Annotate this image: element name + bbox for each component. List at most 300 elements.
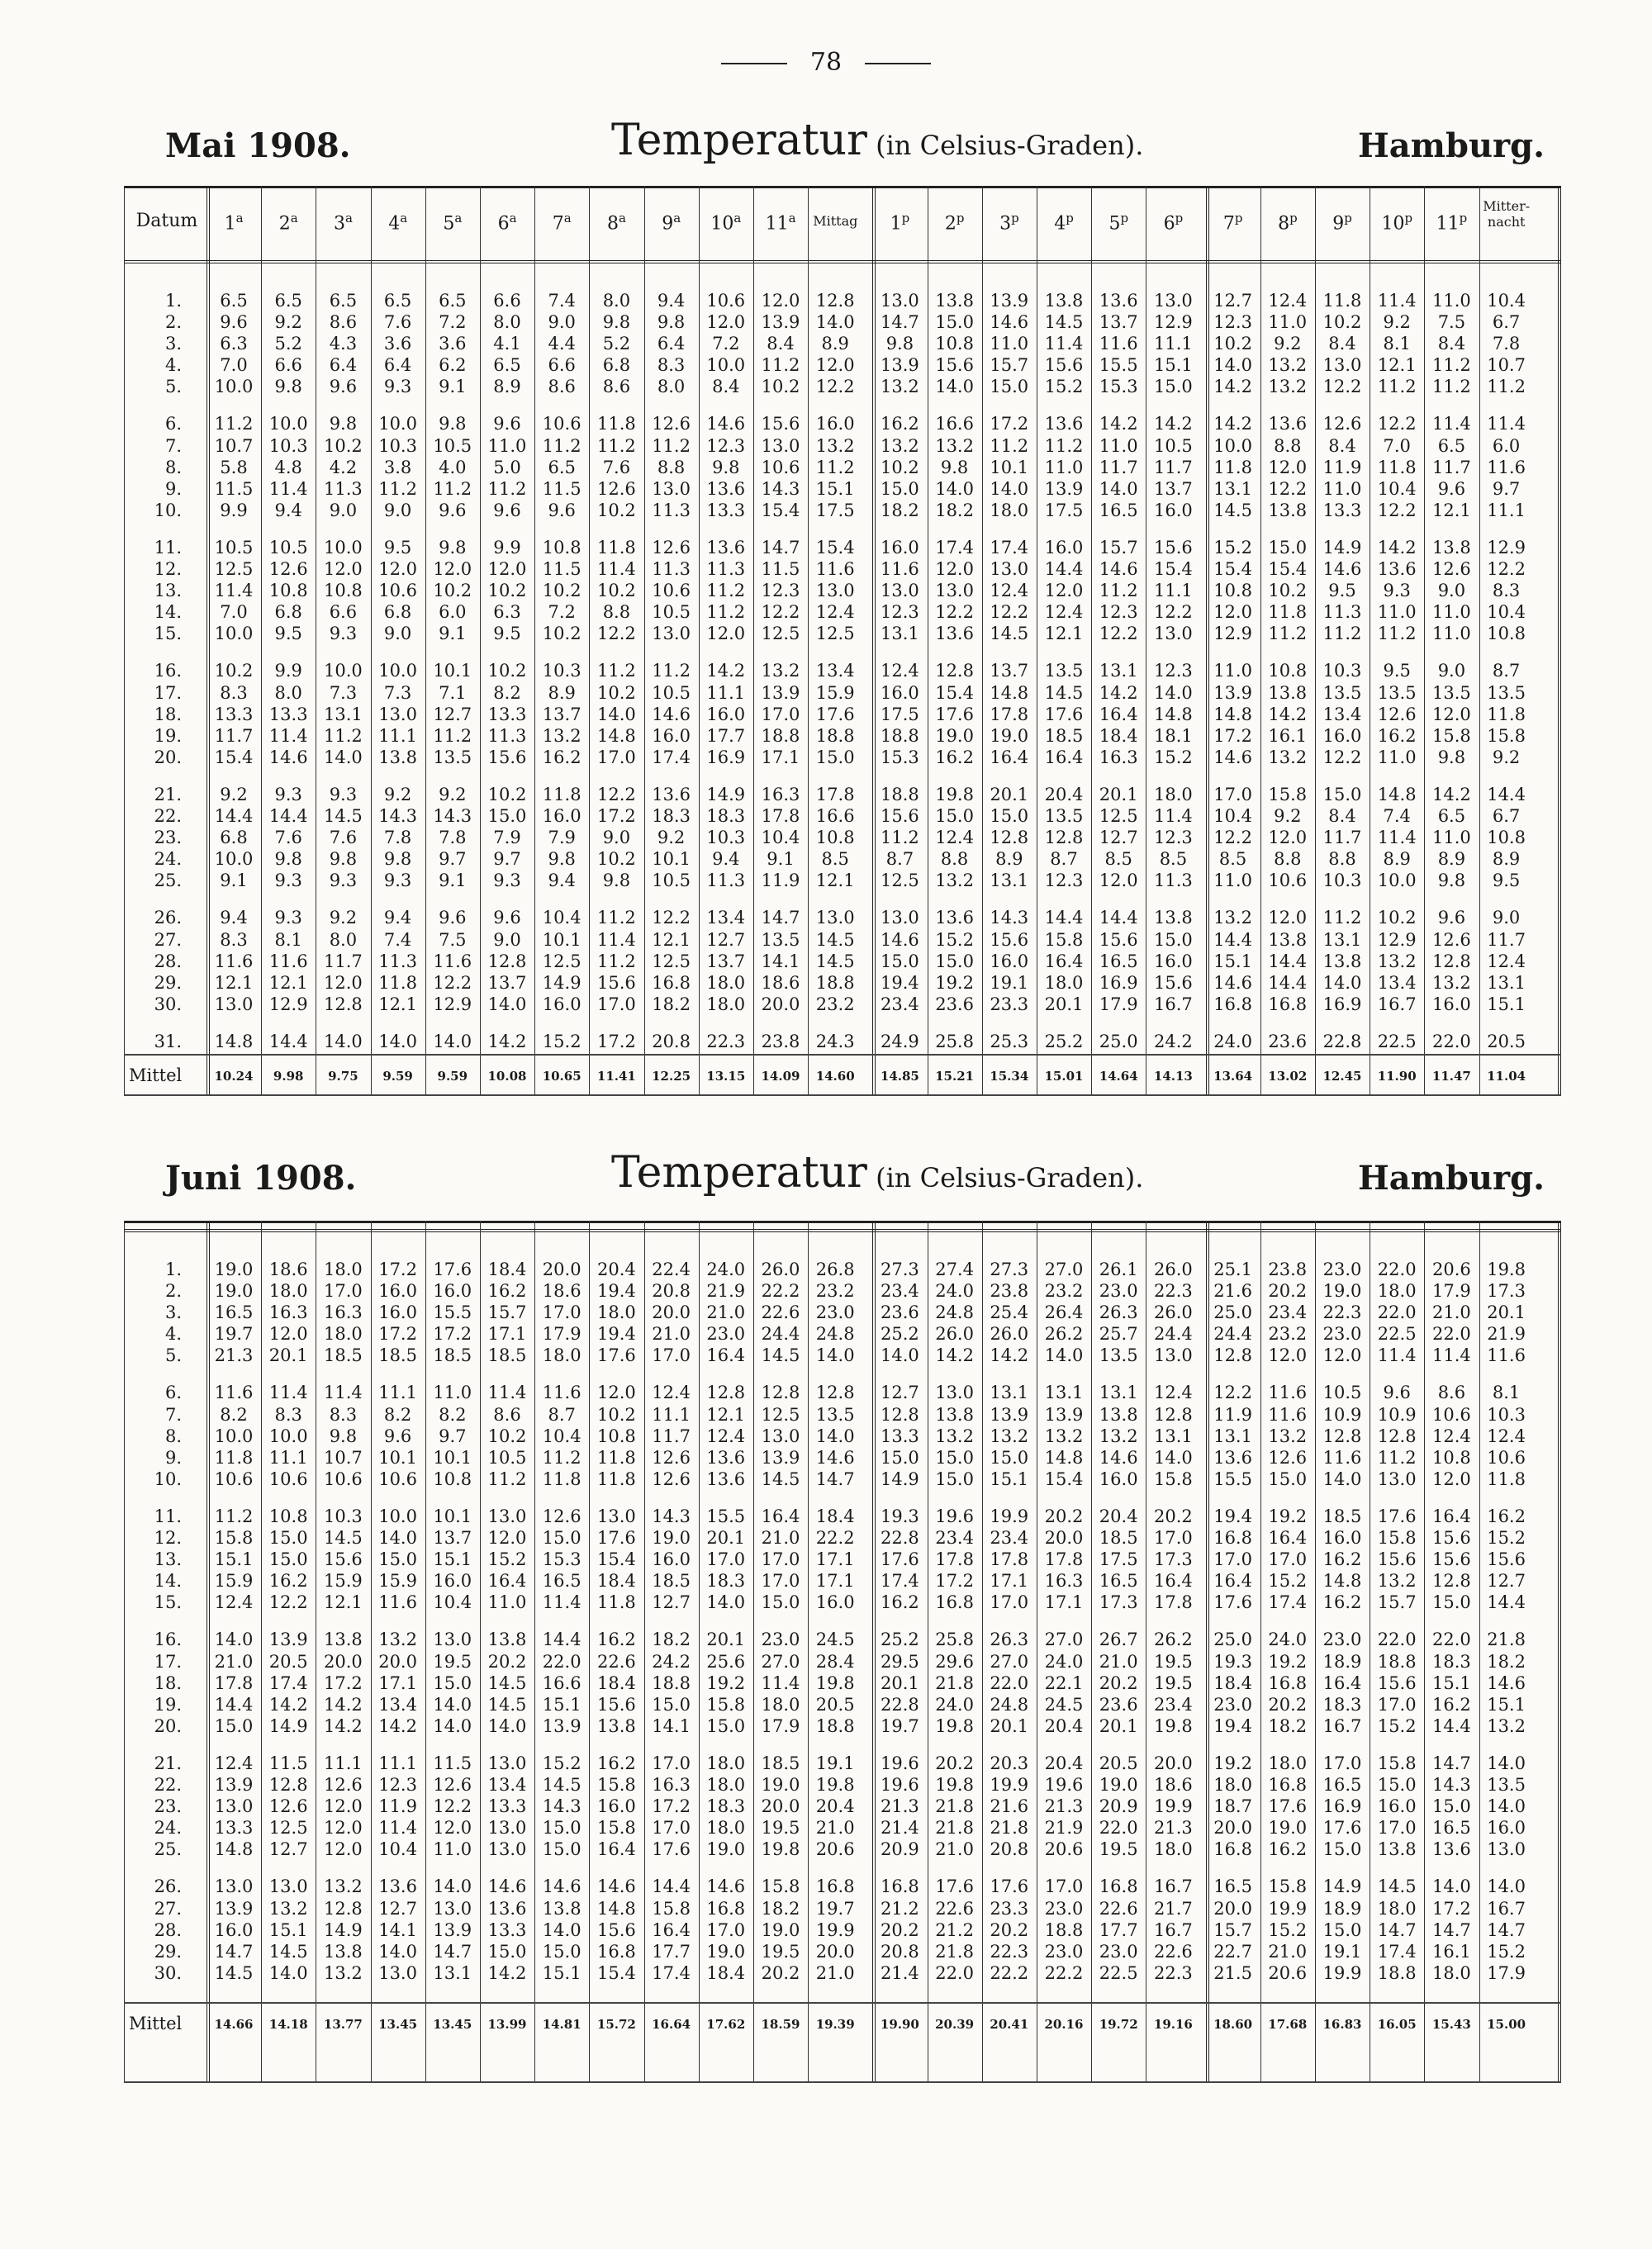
table-cell: 23.8: [990, 1281, 1029, 1302]
table-cell: 16.4: [1044, 951, 1084, 971]
table-cell: 14.3: [652, 1506, 691, 1526]
table-cell: 11.4: [324, 1383, 363, 1403]
table-cell: 15.6: [1377, 1549, 1417, 1570]
table-cell: 12.2: [761, 602, 800, 623]
table-cell: 21.9: [706, 1281, 746, 1302]
table-cell: 9.3: [383, 377, 412, 397]
table-cell: 10.4: [1487, 291, 1526, 311]
table-cell: 16.2: [935, 747, 974, 767]
table-cell: 15.1: [433, 1549, 472, 1570]
table-cell: 14.0: [815, 312, 855, 333]
table-cell: 11.0: [1432, 624, 1471, 644]
table-cell: 11.2: [542, 1447, 582, 1468]
table-cell: 24.0: [706, 1260, 746, 1279]
table-cell: 18.6: [761, 972, 800, 993]
table-cell: 10.0: [1377, 871, 1417, 891]
table-cell: 12.2: [990, 602, 1029, 623]
table-cell: 14.9: [268, 1715, 308, 1736]
table-cell: 8.1: [1492, 1383, 1521, 1403]
table-cell: 15.3: [1099, 377, 1138, 397]
table-cell: 13.6: [1432, 1839, 1471, 1860]
date-label: 5.: [164, 377, 182, 397]
table-cell: 12.2: [433, 1796, 472, 1817]
mittel-value: 13.77: [323, 2017, 363, 2032]
table-cell: 12.8: [881, 1404, 919, 1425]
table-cell: 10.4: [1377, 478, 1417, 499]
table-cell: 17.0: [1268, 1549, 1308, 1570]
table-cell: 12.4: [881, 661, 919, 681]
table-cell: 11.2: [1432, 355, 1471, 376]
table-cell: 12.0: [324, 1818, 363, 1839]
table-cell: 16.2: [1268, 1839, 1308, 1860]
table-cell: 15.5: [1213, 1468, 1252, 1489]
table-cell: 17.6: [1044, 704, 1084, 724]
table-cell: 13.1: [1044, 1383, 1084, 1403]
table-cell: 13.5: [1044, 661, 1084, 681]
table-cell: 14.4: [1213, 929, 1252, 950]
table-cell: 13.1: [324, 704, 363, 724]
table-cell: 14.9: [881, 1468, 919, 1489]
date-label: 9.: [164, 478, 182, 499]
table-cell: 20.1: [990, 1715, 1029, 1736]
table-cell: 16.0: [652, 1549, 691, 1570]
mittel-value: 11.04: [1487, 1069, 1526, 1084]
table-cell: 16.8: [1099, 1877, 1138, 1897]
table-cell: 14.7: [214, 1941, 254, 1962]
table-cell: 6.8: [274, 602, 302, 623]
table-cell: 22.0: [1432, 1031, 1471, 1051]
table-cell: 12.2: [1377, 414, 1417, 434]
city-label: Hamburg.: [1357, 1159, 1545, 1198]
table-cell: 12.7: [1099, 828, 1138, 848]
table-cell: 9.2: [329, 908, 358, 928]
table-cell: 13.2: [761, 661, 800, 681]
table-cell: 12.0: [1432, 1468, 1471, 1489]
table-cell: 9.2: [274, 312, 302, 333]
table-cell: 24.0: [935, 1281, 974, 1302]
table-cell: 15.2: [1154, 747, 1193, 767]
table-cell: 15.1: [1154, 355, 1193, 376]
table-cell: 10.0: [378, 1506, 417, 1526]
table-cell: 16.4: [652, 1919, 691, 1940]
table-cell: 19.4: [1213, 1715, 1252, 1736]
table-cell: 16.4: [1432, 1506, 1471, 1526]
table-cell: 18.1: [1154, 725, 1193, 746]
table-cell: 18.2: [1268, 1715, 1308, 1736]
table-cell: 18.5: [1322, 1506, 1362, 1526]
table-cell: 15.0: [214, 1715, 254, 1736]
table-cell: 14.8: [1154, 704, 1193, 724]
table-cell: 11.2: [1099, 581, 1138, 601]
table-cell: 17.0: [652, 1753, 691, 1773]
table-cell: 14.2: [1432, 784, 1471, 804]
table-cell: 23.8: [761, 1031, 800, 1051]
table-cell: 17.1: [815, 1549, 855, 1570]
table-cell: 18.8: [815, 972, 855, 993]
table-cell: 11.4: [597, 929, 636, 950]
hour-suffix: a: [509, 211, 517, 225]
table-cell: 4.1: [493, 334, 521, 354]
table-cell: 13.9: [761, 682, 800, 703]
table-cell: 23.6: [881, 1302, 919, 1323]
table-cell: 20.6: [1044, 1839, 1084, 1860]
table-cell: 13.1: [1099, 1383, 1138, 1403]
table-cell: 20.0: [652, 1302, 691, 1323]
table-cell: 25.6: [706, 1651, 746, 1672]
table-cell: 8.4: [1328, 334, 1356, 354]
table-cell: 20.0: [1154, 1753, 1193, 1773]
table-cell: 13.2: [324, 1877, 363, 1897]
table-cell: 11.2: [542, 435, 582, 456]
table-cell: 15.6: [935, 355, 974, 376]
table-cell: 18.2: [652, 994, 691, 1014]
table-cell: 17.4: [652, 1962, 691, 1983]
table-cell: 11.5: [542, 559, 582, 580]
table-cell: 13.0: [815, 908, 855, 928]
table-cell: 14.0: [1213, 355, 1252, 376]
table-cell: 15.7: [1377, 1592, 1417, 1613]
table-cell: 10.0: [214, 849, 254, 870]
table-cell: 11.2: [990, 435, 1029, 456]
table-cell: 12.0: [487, 559, 527, 580]
table-cell: 17.2: [1432, 1898, 1471, 1919]
table-cell: 12.6: [597, 478, 636, 499]
table-cell: 15.6: [597, 1694, 636, 1715]
table-cell: 16.3: [1044, 1571, 1084, 1592]
table-cell: 12.7: [881, 1383, 919, 1403]
table-cell: 12.8: [1213, 1345, 1252, 1366]
table-cell: 15.0: [881, 478, 919, 499]
table-cell: 15.0: [542, 1528, 582, 1549]
hour-suffix: a: [400, 211, 408, 225]
table-cell: 12.8: [1044, 828, 1084, 848]
hour-suffix: a: [733, 211, 742, 225]
table-frame-top: [124, 1221, 1561, 1223]
table-cell: 16.0: [1099, 1468, 1138, 1489]
table-cell: 11.2: [1377, 624, 1417, 644]
mittel-value: 13.45: [433, 2017, 472, 2032]
table-cell: 20.4: [597, 1260, 636, 1279]
table-cell: 15.6: [1099, 929, 1138, 950]
table-cell: 16.8: [1268, 994, 1308, 1014]
table-cell: 19.9: [990, 1506, 1029, 1526]
table-cell: 19.8: [815, 1775, 855, 1796]
table-cell: 22.3: [1322, 1302, 1362, 1323]
table-cell: 12.0: [487, 1528, 527, 1549]
table-cell: 20.9: [1099, 1796, 1138, 1817]
table-cell: 27.0: [1044, 1630, 1084, 1650]
table-cell: 18.6: [268, 1260, 308, 1279]
table-cell: 9.1: [439, 377, 467, 397]
table-cell: 29.6: [935, 1651, 974, 1672]
table-cell: 20.2: [1154, 1506, 1193, 1526]
table-cell: 19.9: [1322, 1962, 1362, 1983]
table-cell: 12.8: [324, 994, 363, 1014]
table-cell: 15.5: [706, 1506, 746, 1526]
table-cell: 13.6: [1213, 1447, 1252, 1468]
table-cell: 15.9: [324, 1571, 363, 1592]
table-cell: 10.2: [597, 581, 636, 601]
table-cell: 12.0: [324, 1796, 363, 1817]
table-cell: 22.0: [1099, 1818, 1138, 1839]
table-cell: 13.7: [542, 704, 582, 724]
table-cell: 15.4: [1268, 559, 1308, 580]
table-cell: 19.8: [761, 1839, 800, 1860]
table-cell: 15.2: [1268, 1571, 1308, 1592]
table-cell: 17.0: [1377, 1694, 1417, 1715]
table-cell: 13.5: [1099, 1345, 1138, 1366]
table-cell: 13.0: [433, 1630, 472, 1650]
date-label: 25.: [154, 871, 182, 891]
table-cell: 16.8: [1213, 1839, 1252, 1860]
table-cell: 22.6: [1154, 1941, 1193, 1962]
table-cell: 18.0: [542, 1345, 582, 1366]
table-cell: 13.5: [1487, 682, 1526, 703]
hour-number: 8: [1278, 213, 1290, 235]
table-cell: 15.6: [881, 806, 919, 827]
hour-number: 5: [1108, 213, 1121, 235]
table-cell: 12.8: [706, 1383, 746, 1403]
table-cell: 15.2: [1487, 1528, 1526, 1549]
table-cell: 11.0: [1213, 661, 1252, 681]
table-cell: 20.4: [815, 1796, 855, 1817]
table-cell: 12.1: [1044, 624, 1084, 644]
table-cell: 9.6: [493, 500, 521, 520]
table-cell: 9.0: [602, 828, 631, 848]
table-cell: 12.4: [1432, 1426, 1471, 1446]
table-cell: 14.4: [1487, 784, 1526, 804]
table-cell: 15.0: [935, 806, 974, 827]
table-cell: 14.0: [935, 377, 974, 397]
table-cell: 21.8: [935, 1796, 974, 1817]
table-cell: 11.2: [214, 1506, 254, 1526]
table-cell: 21.8: [935, 1818, 974, 1839]
table-cell: 13.6: [378, 1877, 417, 1897]
mittel-value: 14.60: [815, 1069, 855, 1084]
table-cell: 12.4: [214, 1592, 254, 1613]
table-cell: 15.4: [214, 747, 254, 767]
table-cell: 6.7: [1492, 312, 1521, 333]
table-cell: 17.2: [378, 1260, 417, 1279]
table-cell: 11.8: [597, 537, 636, 558]
table-cell: 15.4: [761, 500, 800, 520]
table-cell: 15.6: [324, 1549, 363, 1570]
table-cell: 9.7: [439, 1426, 467, 1446]
table-cell: 14.2: [706, 661, 746, 681]
table-cell: 14.2: [324, 1694, 363, 1715]
date-label: 6.: [164, 414, 182, 434]
date-label: 2.: [164, 312, 182, 333]
table-cell: 9.3: [1383, 581, 1411, 601]
hour-suffix: a: [619, 211, 626, 225]
table-cell: 12.3: [1154, 828, 1193, 848]
table-cell: 15.9: [214, 1571, 254, 1592]
table-cell: 10.2: [542, 581, 582, 601]
table-cell: 11.3: [652, 500, 691, 520]
table-cell: 9.0: [1492, 908, 1521, 928]
table-cell: 14.0: [815, 1345, 855, 1366]
table-cell: 11.6: [1268, 1383, 1308, 1403]
hour-suffix: p: [956, 211, 965, 225]
table-cell: 8.7: [885, 849, 914, 870]
table-cell: 8.3: [220, 682, 248, 703]
table-cell: 11.0: [1213, 871, 1252, 891]
table-cell: 24.0: [1213, 1031, 1252, 1051]
table-cell: 10.8: [1268, 661, 1308, 681]
mittel-value: 14.13: [1153, 1069, 1193, 1084]
table-cell: 9.2: [383, 784, 412, 804]
table-cell: 15.1: [268, 1919, 308, 1940]
table-cell: 6.8: [220, 828, 248, 848]
mittel-value: 10.65: [542, 1069, 582, 1084]
table-cell: 22.3: [1154, 1281, 1193, 1302]
table-cell: 13.8: [324, 1941, 363, 1962]
table-cell: 10.8: [268, 1506, 308, 1526]
table-cell: 11.6: [1487, 457, 1526, 477]
date-label: 28.: [154, 1919, 182, 1940]
table-cell: 18.6: [1154, 1775, 1193, 1796]
table-cell: 9.2: [220, 784, 248, 804]
table-cell: 19.8: [1487, 1260, 1526, 1279]
table-cell: 20.2: [1268, 1281, 1308, 1302]
table-cell: 22.4: [652, 1260, 691, 1279]
table-cell: 16.2: [881, 1592, 919, 1613]
table-cell: 10.9: [1322, 1404, 1362, 1425]
table-cell: 11.2: [433, 725, 472, 746]
table-cell: 14.4: [214, 1694, 254, 1715]
table-cell: 12.8: [761, 1383, 800, 1403]
table-cell: 11.2: [597, 908, 636, 928]
table-cell: 7.9: [548, 828, 576, 848]
table-cell: 16.2: [1432, 1694, 1471, 1715]
table-cell: 6.3: [493, 602, 521, 623]
hour-number: 4: [388, 213, 401, 235]
table-cell: 11.2: [1487, 377, 1526, 397]
table-cell: 10.8: [815, 828, 855, 848]
table-cell: 13.3: [487, 1919, 527, 1940]
table-cell: 3.6: [383, 334, 412, 354]
table-cell: 16.7: [1487, 1898, 1526, 1919]
table-cell: 15.0: [935, 312, 974, 333]
table-cell: 12.0: [815, 355, 855, 376]
table-cell: 9.0: [493, 929, 521, 950]
table-cell: 16.0: [881, 682, 919, 703]
table-cell: 16.2: [1487, 1506, 1526, 1526]
table-cell: 5.0: [493, 457, 521, 477]
table-cell: 14.5: [1377, 1877, 1417, 1897]
mittel-value: 15.43: [1431, 2017, 1471, 2032]
table-cell: 14.0: [378, 1528, 417, 1549]
table-cell: 10.9: [1377, 1404, 1417, 1425]
table-cell: 16.8: [1213, 1528, 1252, 1549]
table-cell: 8.2: [383, 1404, 412, 1425]
table-cell: 17.0: [542, 1302, 582, 1323]
table-cell: 16.4: [1099, 704, 1138, 724]
table-cell: 6.5: [383, 291, 412, 311]
table-cell: 12.3: [881, 602, 919, 623]
mittel-rule: [124, 1054, 1561, 1056]
table-cell: 15.1: [990, 1468, 1029, 1489]
table-cell: 9.8: [940, 457, 969, 477]
table-cell: 13.3: [706, 500, 746, 520]
table-cell: 13.9: [881, 355, 919, 376]
mittel-value: 16.64: [652, 2017, 691, 2032]
table-cell: 16.4: [597, 1839, 636, 1860]
table-cell: 20.2: [487, 1651, 527, 1672]
table-cell: 19.2: [706, 1673, 746, 1693]
table-cell: 10.2: [487, 661, 527, 681]
table-cell: 6.5: [1437, 806, 1466, 827]
date-label: 29.: [154, 972, 182, 993]
table-cell: 9.0: [548, 312, 576, 333]
table-cell: 6.7: [1492, 806, 1521, 827]
table-cell: 9.3: [329, 624, 358, 644]
table-cell: 20.0: [761, 994, 800, 1014]
table-cell: 13.2: [1377, 1571, 1417, 1592]
table-cell: 12.2: [597, 784, 636, 804]
table-cell: 6.4: [657, 334, 686, 354]
table-cell: 17.3: [1487, 1281, 1526, 1302]
table-cell: 15.0: [1322, 1919, 1362, 1940]
table-cell: 23.0: [815, 1302, 855, 1323]
table-cell: 10.5: [214, 537, 254, 558]
table-cell: 20.6: [1432, 1260, 1471, 1279]
table-cell: 11.1: [652, 1404, 691, 1425]
date-label: 30.: [154, 994, 182, 1014]
table-cell: 22.6: [761, 1302, 800, 1323]
table-cell: 9.2: [1492, 747, 1521, 767]
table-cell: 21.8: [935, 1941, 974, 1962]
hour-number: 2: [944, 213, 957, 235]
table-cell: 9.8: [439, 537, 467, 558]
table-cell: 15.7: [487, 1302, 527, 1323]
table-cell: 11.3: [706, 871, 746, 891]
table-cell: 15.1: [1213, 951, 1252, 971]
table-cell: 14.6: [990, 312, 1029, 333]
table-cell: 12.4: [1487, 951, 1526, 971]
table-cell: 13.0: [935, 581, 974, 601]
table-cell: 13.0: [487, 1818, 527, 1839]
table-cell: 22.5: [1377, 1324, 1417, 1345]
date-label: 8.: [164, 457, 182, 477]
table-cell: 24.9: [881, 1031, 919, 1051]
table-cell: 14.5: [214, 1962, 254, 1983]
table-cell: 17.6: [1377, 1506, 1417, 1526]
table-cell: 19.4: [597, 1324, 636, 1345]
table-cell: 12.8: [815, 291, 855, 311]
date-label: 24.: [154, 849, 182, 870]
table-cell: 14.6: [1099, 1447, 1138, 1468]
table-cell: 11.0: [487, 1592, 527, 1613]
table-cell: 26.1: [1099, 1260, 1138, 1279]
table-cell: 20.9: [881, 1839, 919, 1860]
table-cell: 11.5: [214, 478, 254, 499]
date-label: 19.: [154, 1694, 182, 1715]
table-cell: 22.0: [542, 1651, 582, 1672]
table-cell: 17.0: [990, 1592, 1029, 1613]
table-cell: 11.2: [214, 414, 254, 434]
table-cell: 14.2: [1268, 704, 1308, 724]
table-cell: 15.2: [542, 1031, 582, 1051]
table-cell: 10.8: [1487, 624, 1526, 644]
table-cell: 16.1: [1268, 725, 1308, 746]
table-cell: 24.0: [1044, 1651, 1084, 1672]
table-cell: 23.0: [1044, 1898, 1084, 1919]
table-cell: 8.7: [1050, 849, 1078, 870]
table-cell: 13.2: [990, 1426, 1029, 1446]
table-cell: 15.7: [1213, 1919, 1252, 1940]
table-cell: 26.7: [1099, 1630, 1138, 1650]
